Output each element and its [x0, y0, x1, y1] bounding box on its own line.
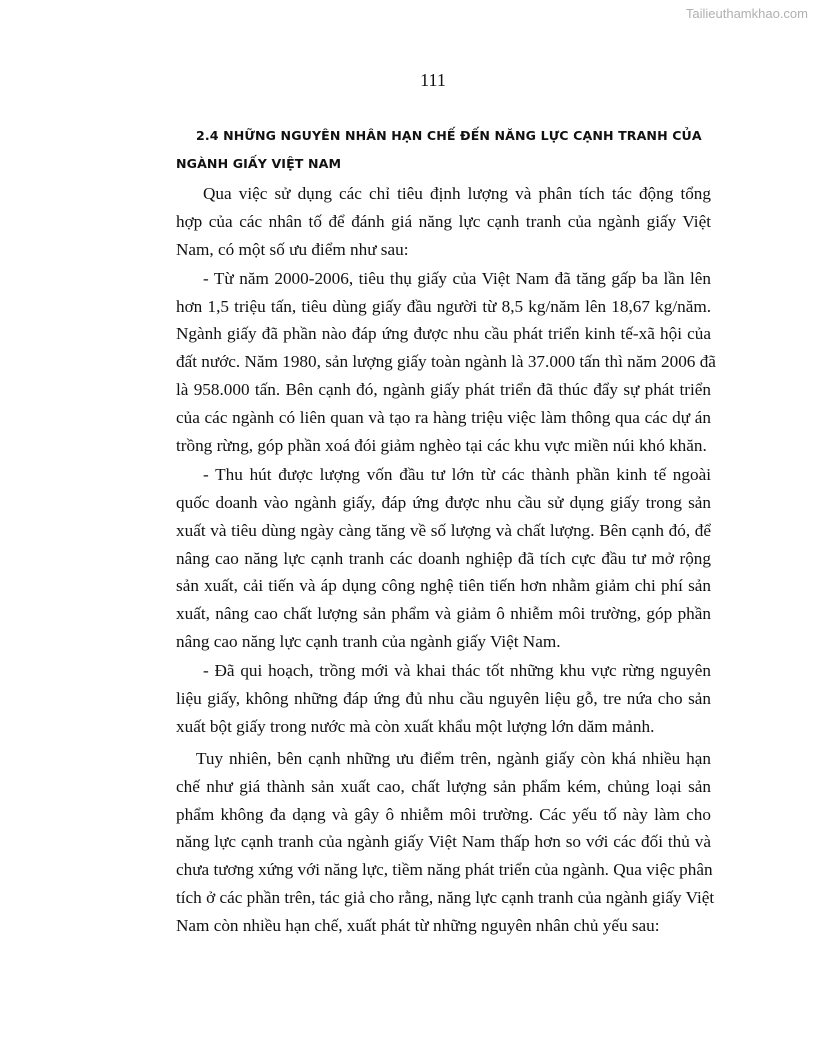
page-number: 111 [420, 70, 446, 90]
text-line: sản xuất, cải tiến và áp dụng công nghệ tiên tiến hơn nhằm giảm chi phí sản [176, 576, 711, 596]
watermark: Tailieuthamkhao.com [685, 6, 808, 21]
text-line: là 958.000 tấn. Bên cạnh đó, ngành giấy phát triển đã thúc đẩy sự phát triển [176, 380, 711, 400]
paragraph [176, 180, 711, 264]
text-line: trồng rừng, góp phần xoá đói giảm nghèo tại các khu vực miền núi khó khăn. [176, 436, 707, 456]
text-line: chưa tương xứng với năng lực, tiềm năng phát triển của ngành. Qua việc phân [176, 860, 713, 880]
text-line: hợp của các nhân tố để đánh giá năng lực cạnh tranh của ngành giấy Việt [176, 211, 711, 231]
paragraph [176, 657, 711, 741]
text-line: - Thu hút được lượng vốn đầu tư lớn từ các thành phần kinh tế ngoài [203, 464, 711, 484]
text-line: Ngành giấy đã phần nào đáp ứng được nhu cầu phát triển kinh tế-xã hội của [176, 324, 711, 344]
text-line: của các ngành có liên quan và tạo ra hàng triệu việc làm thông qua các dự án [176, 408, 711, 428]
text-line: tích ở các phần trên, tác giả cho rằng, năng lực cạnh tranh của ngành giấy Việt [176, 888, 715, 908]
section-heading-line-2: NGÀNH GIẤY VIỆT NAM [176, 156, 342, 171]
text-line: hơn 1,5 triệu tấn, tiêu dùng giấy đầu người từ 8,5 kg/năm lên 18,67 kg/năm. [176, 296, 711, 316]
paragraph [176, 265, 716, 460]
text-line: nâng cao năng lực cạnh tranh của ngành giấy Việt Nam. [176, 632, 561, 652]
text-line: - Đã qui hoạch, trồng mới và khai thác tốt những khu vực rừng nguyên [203, 661, 711, 681]
text-line: phẩm không đa dạng và gây ô nhiễm môi trường. Các yếu tố này làm cho [176, 804, 711, 824]
document-body [176, 180, 716, 941]
text-line: nâng cao năng lực cạnh tranh các doanh nghiệp đã tích cực đầu tư mở rộng [176, 548, 711, 568]
text-line: liệu giấy, không những đáp ứng đủ nhu cầu nguyên liệu gỗ, tre nứa cho sản [176, 689, 711, 709]
text-line: Nam còn nhiều hạn chế, xuất phát từ những nguyên nhân chủ yếu sau: [176, 916, 660, 936]
section-heading-line-1: 2.4 NHỮNG NGUYÊN NHÂN HẠN CHẾ ĐẾN NĂNG LỰC CẠNH TRANH CỦA [196, 128, 702, 143]
text-line: xuất bột giấy trong nước mà còn xuất khẩu một lượng lớn dăm mảnh. [176, 716, 655, 736]
paragraph [176, 745, 715, 940]
paragraph [176, 461, 711, 656]
text-line: Qua việc sử dụng các chỉ tiêu định lượng và phân tích tác động tổng [203, 184, 711, 203]
text-line: - Từ năm 2000-2006, tiêu thụ giấy của Việt Nam đã tăng gấp ba lần lên [203, 268, 711, 288]
text-line: xuất, nâng cao chất lượng sản phẩm và giảm ô nhiễm môi trường, góp phần [176, 604, 711, 624]
text-line: Tuy nhiên, bên cạnh những ưu điểm trên, ngành giấy còn khá nhiều hạn [196, 748, 711, 768]
text-line: đất nước. Năm 1980, sản lượng giấy toàn ngành là 37.000 tấn thì năm 2006 đã [176, 352, 716, 372]
text-line: năng lực cạnh tranh của ngành giấy Việt Nam thấp hơn so với các đối thủ và [176, 832, 711, 852]
text-line: xuất và tiêu dùng ngày càng tăng về số lượng và chất lượng. Bên cạnh đó, để [176, 520, 711, 540]
text-line: chế như giá thành sản xuất cao, chất lượng sản phẩm kém, chủng loại sản [176, 776, 711, 796]
text-line: Nam, có một số ưu điểm như sau: [176, 239, 409, 259]
text-line: quốc doanh vào ngành giấy, đáp ứng được nhu cầu sử dụng giấy trong sản [176, 492, 711, 512]
